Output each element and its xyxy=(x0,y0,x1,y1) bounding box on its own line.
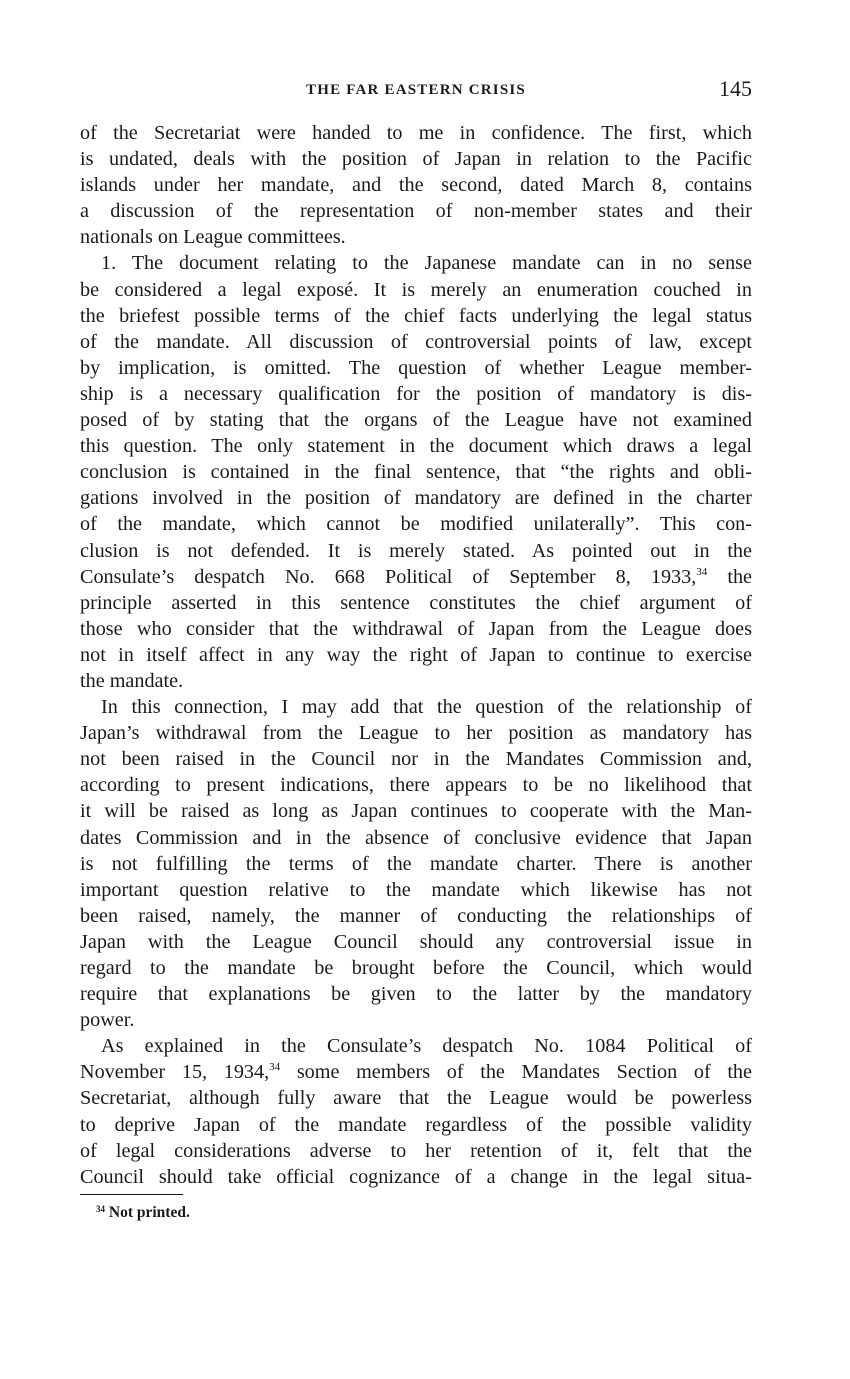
paragraph xyxy=(80,694,752,1033)
body-text xyxy=(80,120,752,1190)
text-line: nationals on League committees. xyxy=(80,226,346,249)
text-line: those who consider that the withdrawal of Japan from the League does xyxy=(80,617,752,640)
text-line: 1. The document relating to the Japanese mandate can in no sense xyxy=(101,252,752,275)
text-line: gations involved in the position of mandatory are defined in the charter xyxy=(80,487,752,510)
text-line: of the Secretariat were handed to me in confidence. The first, which xyxy=(80,122,752,144)
text-line: In this connection, I may add that the question of the relationship of xyxy=(101,696,752,719)
footnote-marker: 34 xyxy=(96,1204,105,1214)
text-line: a discussion of the representation of non-member states and their xyxy=(80,200,752,223)
text-line: power. xyxy=(80,1009,135,1032)
text-line: posed of by stating that the organs of the League have not examined xyxy=(80,409,752,432)
running-header xyxy=(80,76,752,106)
text-line: conclusion is contained in the final sentence, that “the rights and obli- xyxy=(80,461,752,484)
footnote-rule xyxy=(80,1194,183,1195)
page-number: 145 xyxy=(719,76,752,101)
text-line: of the mandate. All discussion of controversial points of law, except xyxy=(80,330,752,353)
text-line: Council should take official cognizance of a change in the legal situa- xyxy=(80,1165,752,1188)
text-line: been raised, namely, the manner of conducting the relationships of xyxy=(80,904,752,927)
text-line: is not fulfilling the terms of the mandate charter. There is another xyxy=(80,852,752,875)
text-line: of the mandate, which cannot be modified unilaterally”. This con- xyxy=(80,513,752,536)
text-line: require that explanations be given to the latter by the mandatory xyxy=(80,983,752,1006)
text-line: As explained in the Consulate’s despatch No. 1084 Political of xyxy=(101,1035,752,1058)
text-line: the briefest possible terms of the chief facts underlying the legal status xyxy=(80,304,752,327)
text-line: regard to the mandate be brought before the Council, which would xyxy=(80,957,752,979)
text-line: this question. The only statement in the document which draws a legal xyxy=(80,435,752,458)
text-line: islands under her mandate, and the second, dated March 8, contains xyxy=(80,174,752,197)
text-line: is undated, deals with the position of Japan in relation to the Pacific xyxy=(80,148,752,171)
text-line: to deprive Japan of the mandate regardless of the possible validity xyxy=(80,1113,752,1136)
text-line: Secretariat, although fully aware that the League would be powerless xyxy=(80,1087,752,1110)
footnote-text: Not printed. xyxy=(108,1204,190,1221)
text-line: November 15, 1934,34 some members of the Mandates Section of the xyxy=(80,1061,752,1084)
paragraph xyxy=(80,250,752,694)
footnote xyxy=(96,1204,190,1222)
text-line: principle asserted in this sentence constitutes the chief argument of xyxy=(80,591,752,614)
text-line: clusion is not defended. It is merely stated. As pointed out in the xyxy=(80,539,752,562)
text-line: important question relative to the mandate which likewise has not xyxy=(80,878,752,901)
text-line: ship is a necessary qualification for the position of mandatory is dis- xyxy=(80,382,752,405)
text-line: dates Commission and in the absence of conclusive evidence that Japan xyxy=(80,826,752,849)
footnote-reference: 34 xyxy=(696,565,708,578)
text-line: by implication, is omitted. The question of whether League member- xyxy=(80,356,752,379)
text-line: Consulate’s despatch No. 668 Political of September 8, 1933,34 the xyxy=(80,565,752,588)
running-title: THE FAR EASTERN CRISIS xyxy=(306,82,526,98)
text-line: according to present indications, there appears to be no likelihood that xyxy=(80,774,752,797)
text-line: not been raised in the Council nor in the Mandates Commission and, xyxy=(80,748,752,771)
footnote-reference: 34 xyxy=(269,1061,281,1074)
paragraph xyxy=(80,1033,752,1190)
text-line: Japan’s withdrawal from the League to her position as mandatory has xyxy=(80,722,752,745)
text-line: of legal considerations adverse to her retention of it, felt that the xyxy=(80,1139,752,1162)
text-line: be considered a legal exposé. It is merely an enumeration couched in xyxy=(80,278,752,301)
text-line: it will be raised as long as Japan continues to cooperate with the Man- xyxy=(80,800,752,823)
text-line: not in itself affect in any way the right of Japan to continue to exercise xyxy=(80,643,752,666)
paragraph xyxy=(80,120,752,250)
text-line: the mandate. xyxy=(80,669,184,692)
text-line: Japan with the League Council should any controversial issue in xyxy=(80,930,752,953)
